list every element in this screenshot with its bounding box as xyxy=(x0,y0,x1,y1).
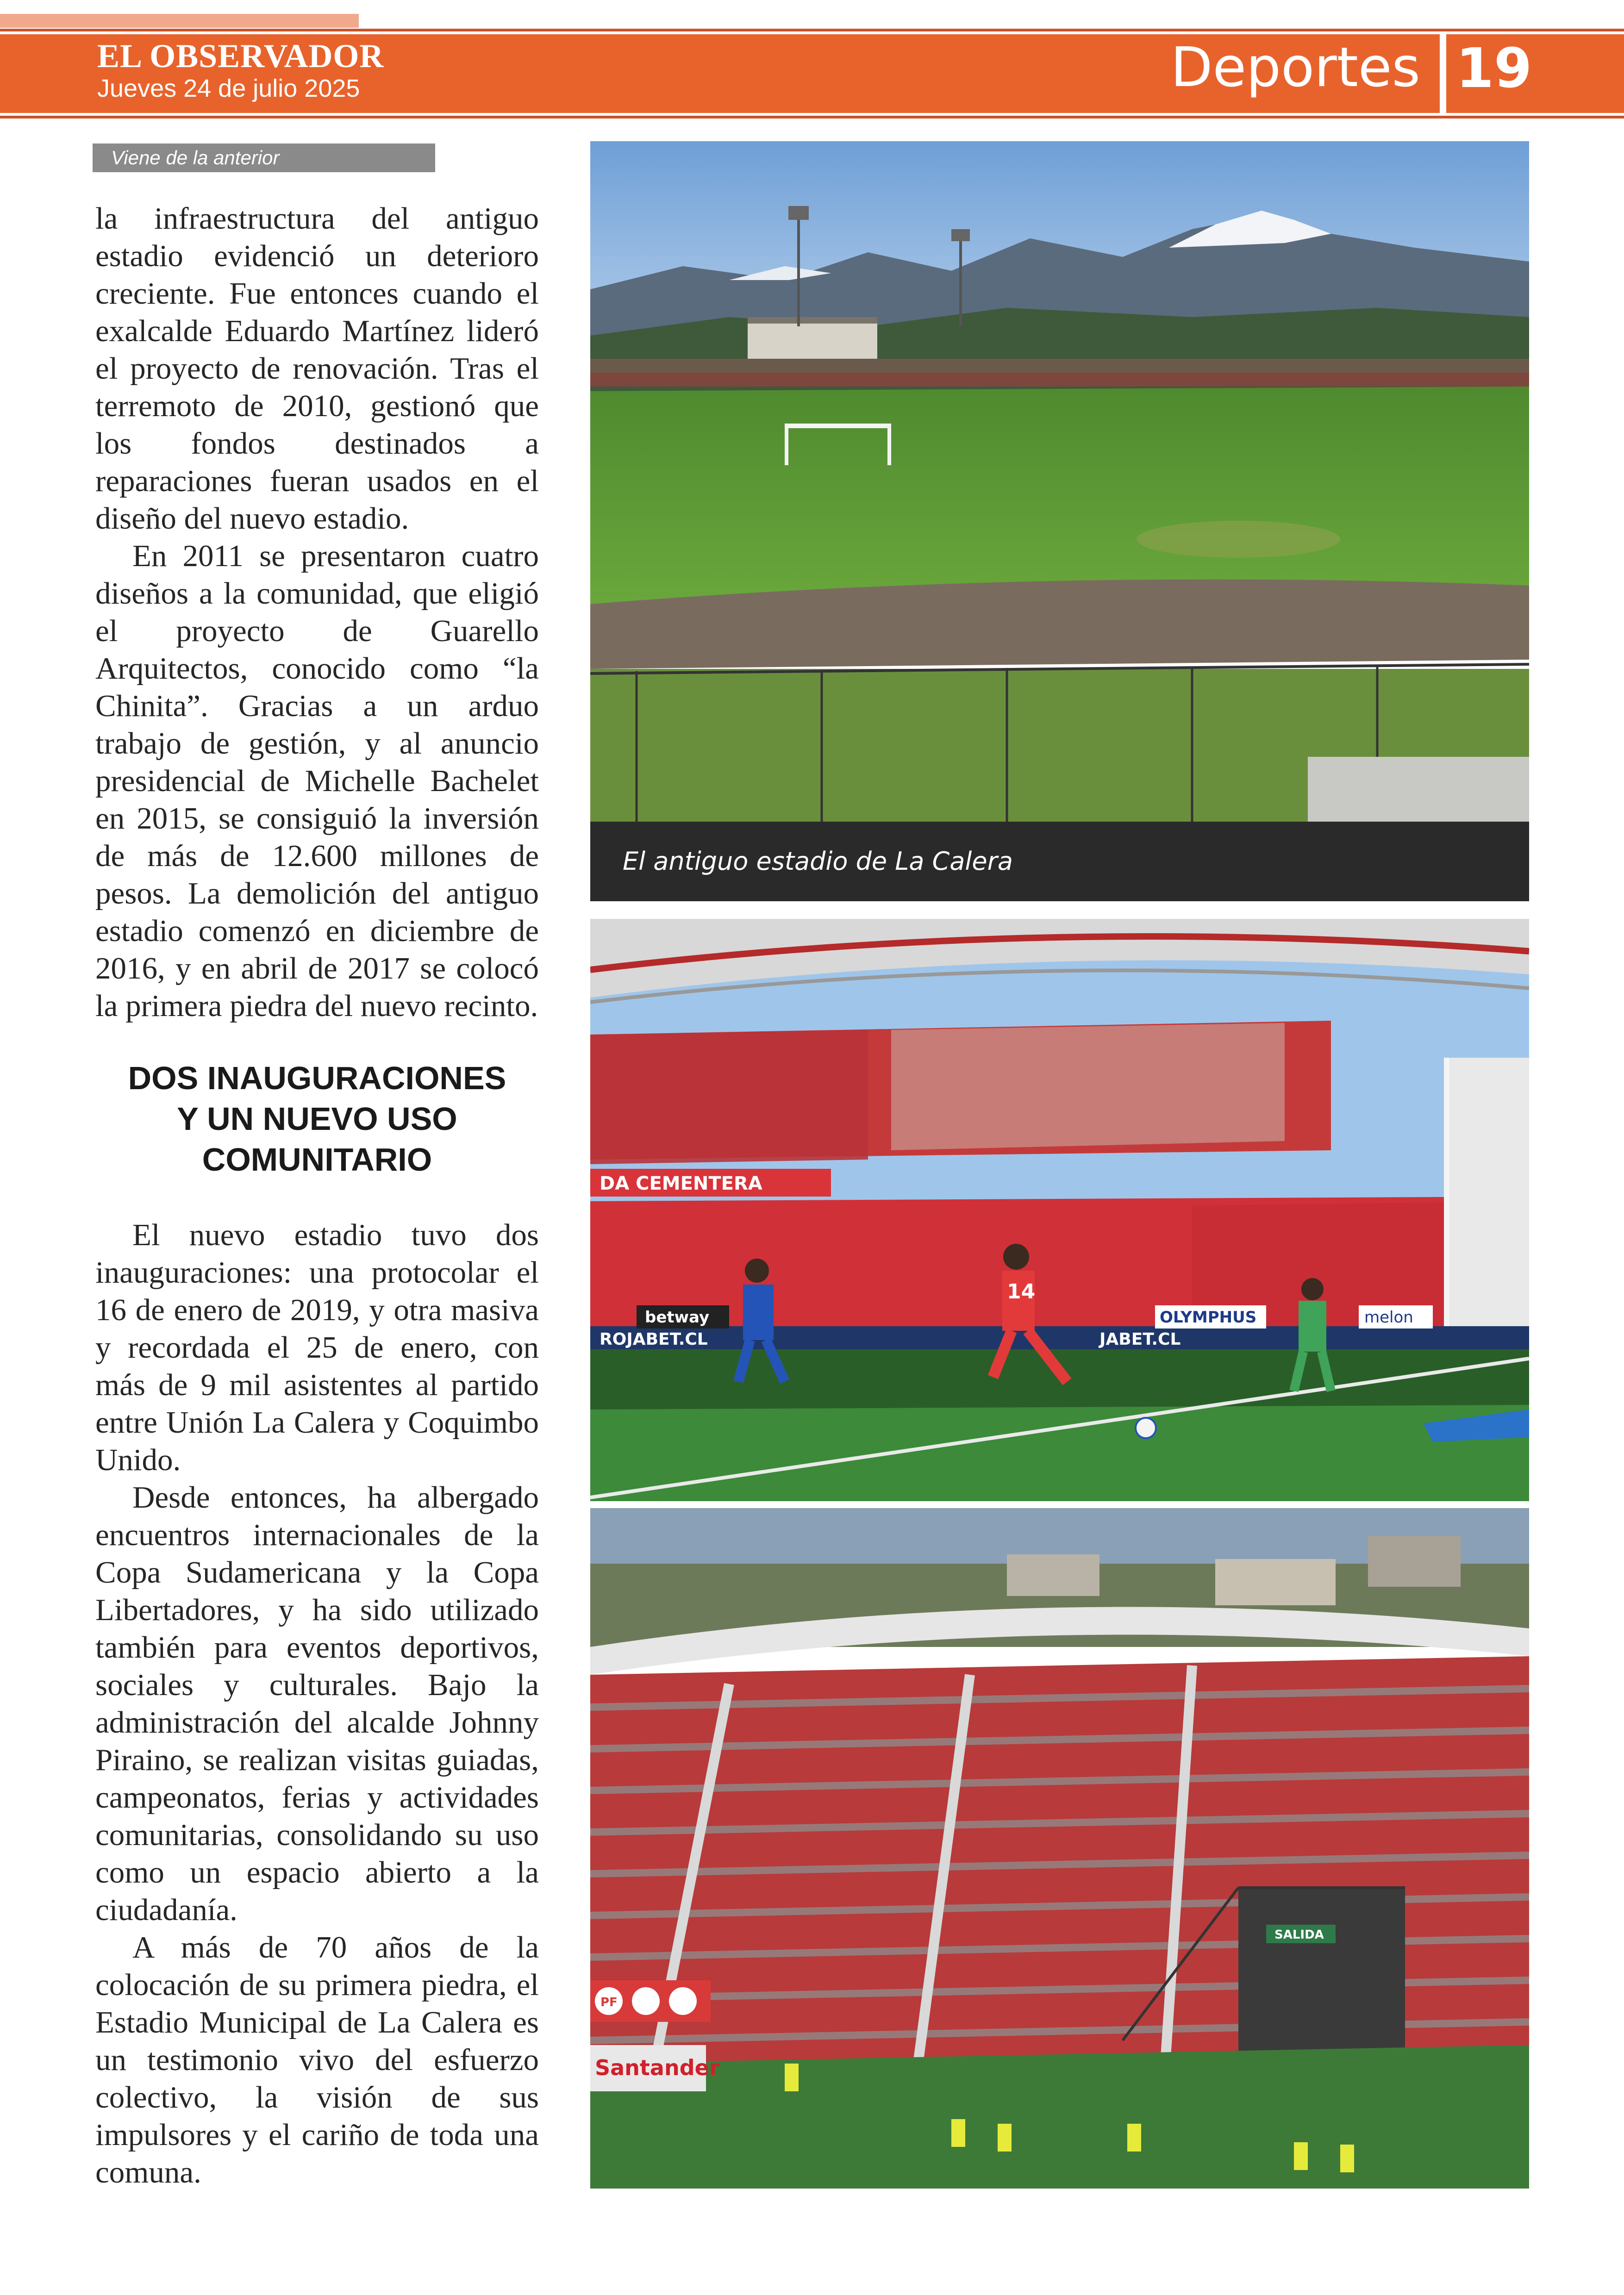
sponsor-text: OLYMPHUS xyxy=(1160,1308,1257,1327)
article-column-top xyxy=(95,200,539,1025)
old-stadium-caption: El antiguo estadio de La Calera xyxy=(590,822,1529,901)
sponsor-text: melon xyxy=(1364,1308,1413,1327)
ad-board-text: JABET.CL xyxy=(1099,1330,1181,1349)
section-title: Deportes xyxy=(1170,35,1420,99)
badge-text: PF xyxy=(600,1996,618,2009)
article-paragraph: El nuevo estadio tuvo dos inauguraciones: una protocolar el 16 de enero de 2019, y otra masiva y recordada el 25 de enero, con más de 9 mil asistentes al partido entre Unión La Calera y Coquimbo Unido. xyxy=(95,1218,539,1477)
continued-label: Viene de la anterior xyxy=(93,143,435,172)
banner-text: DA CEMENTERA xyxy=(600,1173,762,1194)
exit-sign: SALIDA xyxy=(1274,1928,1324,1942)
publication-name: EL OBSERVADOR xyxy=(97,37,384,75)
publication-date: Jueves 24 de julio 2025 xyxy=(97,75,360,102)
old-stadium-photo xyxy=(590,141,1529,822)
header-accent-bar xyxy=(0,14,359,28)
page-number-divider xyxy=(1440,34,1446,113)
page-number: 19 xyxy=(1456,36,1532,100)
article-column-bottom xyxy=(95,1216,539,2191)
sponsor-text: Santander xyxy=(595,2055,720,2080)
article-subheading xyxy=(95,1058,539,1180)
subheading-line: Y UN NUEVO USO xyxy=(177,1101,457,1137)
stands-photo xyxy=(590,1508,1529,2189)
ball-icon xyxy=(1136,1418,1156,1438)
header-top-rule xyxy=(0,29,1624,31)
article-paragraph: En 2011 se presentaron cuatro diseños a la comunidad, que eligió el proyecto de Guarello Arquitectos, conocido como “la Chinita”. Gracias a un arduo trabajo de gestión, y al anuncio presidencial de Michelle Bachelet en 2015, se consiguió la inversión de más de 12.600 millones de pesos. La demolición del antiguo estadio comenzó en diciembre de 2016, y en abril de 2017 se colocó la primera piedra del nuevo recinto. xyxy=(95,539,539,1023)
sponsor-text: betway xyxy=(645,1308,710,1327)
article-paragraph: la infraestructura del antiguo estadio evidenció un deterioro creciente. Fue entonces cuando el exalcalde Eduardo Martínez lideró el proyecto de renovación. Tras el terremoto de 2010, gestionó que los fondos destinados a reparaciones fueran usados en el diseño del nuevo estadio. xyxy=(95,201,539,536)
subheading-line: COMUNITARIO xyxy=(202,1141,432,1178)
player-number: 14 xyxy=(1007,1280,1036,1303)
article-paragraph: Desde entonces, ha albergado encuentros internacionales de la Copa Sudamericana y la Copa Libertadores, y ha sido utilizado también para eventos deportivos, sociales y culturales. Bajo la administración del alcalde Johnny Piraino, se realizan visitas guiadas, campeonatos, ferias y actividades comunitarias, consolidando su uso como un espacio abierto a la ciudadanía. xyxy=(95,1480,539,1927)
ad-board-text: ROJABET.CL xyxy=(600,1330,708,1349)
article-paragraph: A más de 70 años de la colocación de su primera piedra, el Estadio Municipal de La Calera es un testimonio vivo del esfuerzo colectivo, la visión de sus impulsores y el cariño de toda una comuna. xyxy=(95,1930,539,2189)
subheading-line: DOS INAUGURACIONES xyxy=(128,1060,506,1096)
header-bottom-rule xyxy=(0,116,1624,118)
match-photo xyxy=(590,919,1529,1501)
